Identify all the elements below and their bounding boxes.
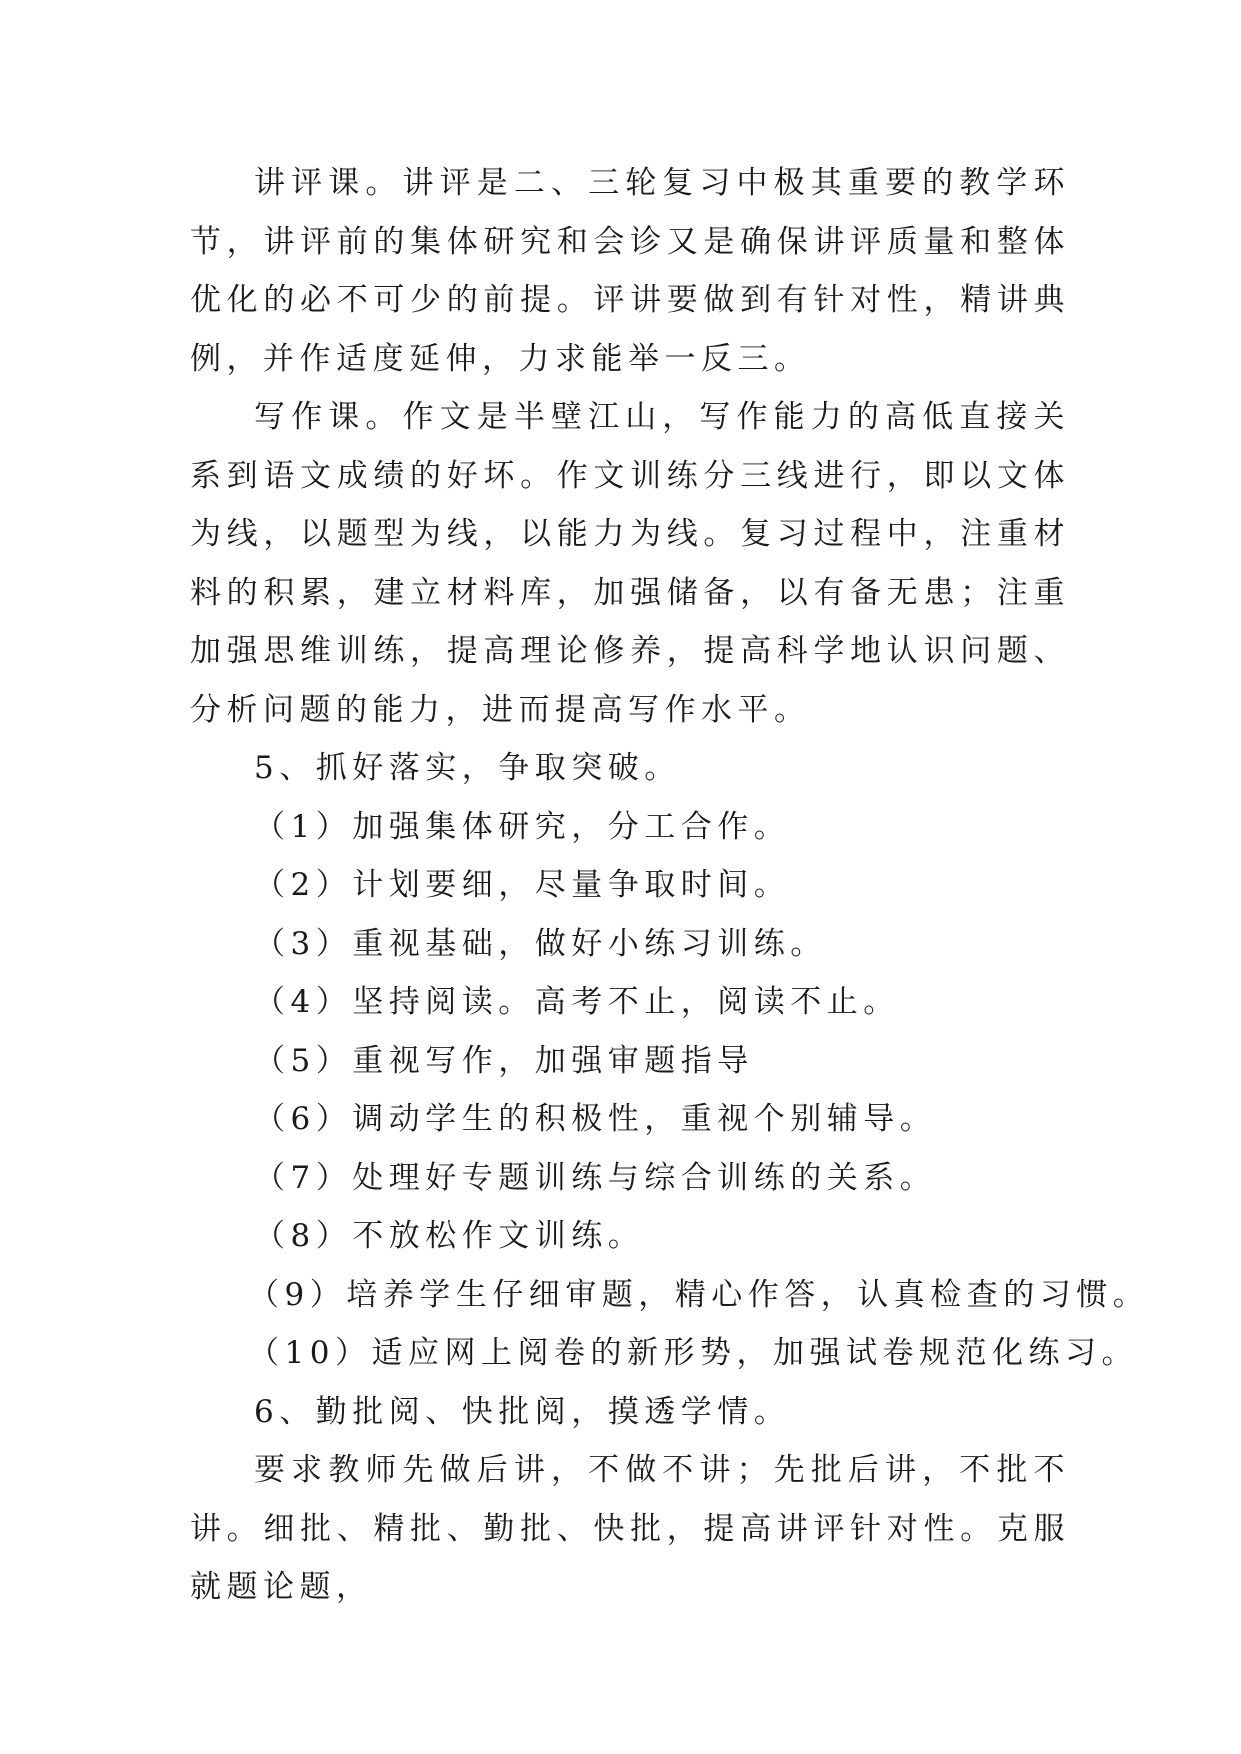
section-5-heading: 5、抓好落实，争取突破。 <box>254 750 681 786</box>
list-item: （3）重视基础，做好小练习训练。 <box>254 925 827 962</box>
document-body <box>190 154 1150 1617</box>
list-item: （2）计划要细，尽量争取时间。 <box>254 867 791 903</box>
section-6-heading: 6、勤批阅、快批阅，摸透学情。 <box>254 1393 791 1430</box>
list-item: （6）调动学生的积极性，重视个别辅导。 <box>254 1101 937 1137</box>
list-item: （8）不放松作文训练。 <box>254 1218 645 1254</box>
list-item: （5）重视写作，加强审题指导 <box>254 1042 754 1079</box>
paragraph-writing-class: 写作课。作文是半壁江山，写作能力的高低直接关系到语文成绩的好坏。作文训练分三线进行，即以文体为线，以题型为线，以能力为线。复习过程中，注重材料的积累，建立材料库，加强储备，以有备无患；注重加强思维训练，提高理论修养，提高科学地认识问题、分析问题的能力，进而提高写作水平。 <box>190 399 1070 728</box>
paragraph-teacher-requirements: 要求教师先做后讲，不做不讲；先批后讲，不批不讲。细批、精批、勤批、快批，提高讲评针对性。克服就题论题， <box>190 1452 1070 1605</box>
list-item: （4）坚持阅读。高考不止，阅读不止。 <box>254 984 900 1020</box>
list-item: （10）适应网上阅卷的新形势，加强试卷规范化练习。 <box>248 1335 1138 1371</box>
list-item: （1）加强集体研究，分工合作。 <box>254 808 791 845</box>
paragraph-review-class: 讲评课。讲评是二、三轮复习中极其重要的教学环节，讲评前的集体研究和会诊又是确保讲评质量和整体优化的必不可少的前提。评讲要做到有针对性，精讲典例，并作适度延伸，力求能举一反三。 <box>190 165 1070 377</box>
list-item: （7）处理好专题训练与综合训练的关系。 <box>254 1159 937 1196</box>
list-item: （9）培养学生仔细审题，精心作答，认真检查的习惯。 <box>248 1276 1150 1313</box>
